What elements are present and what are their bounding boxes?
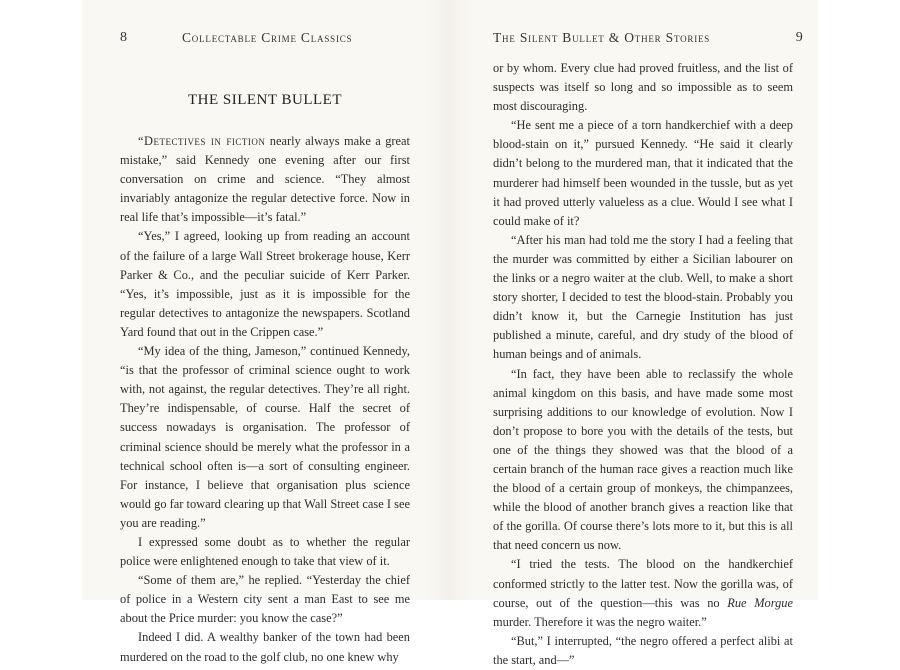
page-number: 8 (120, 30, 128, 45)
paragraph (120, 132, 410, 227)
paragraph: “But,” I interrupted, “the negro offered a perfect alibi at the start, and—” (493, 633, 793, 667)
right-body-text (493, 59, 793, 670)
running-head: Collectable Crime Classics (182, 30, 353, 45)
italic-title: Rue Morgue (727, 595, 793, 610)
right-page (475, 0, 818, 667)
chapter-title: THE SILENT BULLET (187, 92, 343, 108)
paragraph: “He sent me a piece of a torn handkerchief with a deep blood-stain on it,” pursued Kennedy. “He said it clearly didn’t belong to the murdered man, that it indicated that the murderer had himself been wounded in the tussle, but as yet it had proved utterly valueless as a clue. Would I see what I could make of it? (493, 118, 793, 228)
paragraph: “Some of them are,” he replied. “Yesterday the chief of police in a Western city sent a man East to see me about the Price murder: you know the case?” (120, 573, 410, 626)
book-gutter (425, 0, 475, 600)
paragraph: I expressed some doubt as to whether the regular police were enlightened enough to take that view of it. (120, 534, 410, 569)
paragraph-text: murder. Therefore it was the negro waiter.” (493, 614, 707, 629)
paragraph: Indeed I did. A wealthy banker of the town had been murdered on the road to the golf club, no one knew why (120, 630, 410, 664)
paragraph-lead: “Detectives in fiction (138, 134, 266, 148)
left-page-header (120, 30, 410, 48)
paragraph (493, 555, 793, 631)
paragraph: “In fact, they have been able to reclassify the whole animal kingdom on this basis, and have made some most surprising additions to our knowledge of evolution. Now I don’t propose to bore you with the details of the tests, but one of the things they showed was that the blood of a certain branch of the human race gives a reaction much like the blood of a certain group of monkeys, the chimpanzees, while the blood of another branch gives a reaction like that of the gorilla. Of course there’s lots more to it, but this is all that need concern us now. (493, 366, 793, 553)
running-head: The Silent Bullet & Other Stories (493, 30, 711, 45)
paragraph: “Yes,” I agreed, looking up from reading an account of the failure of a large Wall Street brokerage house, Kerr Parker & Co., and the peculiar suicide of Kerr Parker. “Yes, it’s impossible, just as it is impossible for the regular detectives to antagonize the newspapers. Scotland Yard found that out in the Crippen case.” (120, 229, 410, 339)
right-page-header (493, 30, 803, 48)
paragraph: “After his man had told me the story I had a feeling that the murder was committed by either a Sicilian labourer on the links or a negro waiter at the club. Well, to make a short story shorter, I decided to test the blood-stain. Probably you didn’t know it, but the Carnegie Institution has just published a minute, careful, and dry study of the blood of human beings and of animals. (493, 232, 793, 362)
paragraph-text: nearly always make a great mistake,” said Kennedy one evening after our first conversation on crime and science. “They almost invariably antagonize the regular detective force. Now in real life that’s impossible—it’s fatal.” (120, 134, 410, 225)
page-number: 9 (795, 30, 803, 45)
left-body-text (120, 132, 410, 667)
paragraph: or by whom. Every clue had proved fruitless, and the list of suspects was itself so long and so impossible as to seem most discouraging. (493, 61, 793, 114)
paragraph: “My idea of the thing, Jameson,” continued Kennedy, “is that the professor of criminal science ought to work with, not against, the regular detectives. They’re all right. They’re indispensable, of course. Half the secret of success nowadays is organisation. The professor of criminal science should be merely what the professor in a technical school often is—a sort of consulting engineer. For instance, I believe that organisation plus science would go far toward clearing up that Wall Street case I see you are reading.” (120, 344, 410, 530)
paragraph-text: “I tried the tests. The blood on the handkerchief conformed strictly to the latter test. Now the gorilla was, of course, out of the question—this was no (493, 557, 793, 610)
left-page (82, 0, 425, 664)
